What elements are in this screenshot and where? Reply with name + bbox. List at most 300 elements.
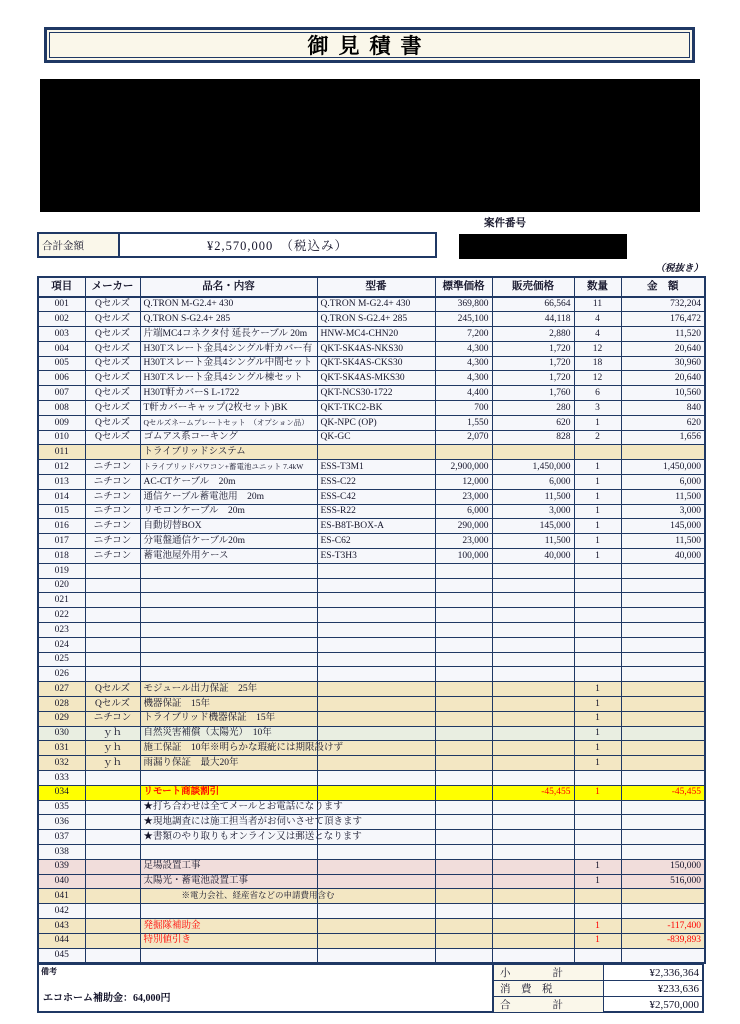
cell-name: トライブリッドパワコン+蓄電池ユニット 7.4kW <box>140 460 317 475</box>
remarks-label: 備考 <box>41 967 57 976</box>
cell-maker: ニチコン <box>85 534 140 549</box>
cell-name: H30Tスレート金具4シングル中間セット <box>140 356 317 371</box>
cell-qty: 1 <box>574 519 621 534</box>
cell-no: 038 <box>38 844 85 859</box>
table-row <box>38 859 705 874</box>
table-row <box>38 312 705 327</box>
cell-no: 022 <box>38 608 85 623</box>
cell-name: 自動切替BOX <box>140 519 317 534</box>
cell-std <box>435 933 492 948</box>
cell-maker <box>85 904 140 919</box>
cell-maker <box>85 933 140 948</box>
cell-std: 700 <box>435 401 492 416</box>
cell-name: 分電盤通信ケーブル20m <box>140 534 317 549</box>
cell-amount <box>621 800 705 815</box>
cell-model <box>317 874 435 889</box>
cell-model <box>317 904 435 919</box>
cell-std <box>435 904 492 919</box>
cell-maker: ニチコン <box>85 460 140 475</box>
cell-qty: 1 <box>574 697 621 712</box>
cell-maker: ｙｈ <box>85 726 140 741</box>
table-row <box>38 401 705 416</box>
table-row <box>38 756 705 771</box>
cell-name <box>140 623 317 638</box>
cell-no: 005 <box>38 356 85 371</box>
cell-model <box>317 918 435 933</box>
cell-sale <box>492 889 574 904</box>
cell-qty <box>574 889 621 904</box>
cell-name <box>140 771 317 786</box>
table-row <box>38 549 705 564</box>
cell-std: 100,000 <box>435 549 492 564</box>
cell-no: 036 <box>38 815 85 830</box>
cell-amount: 20,640 <box>621 341 705 356</box>
table-row <box>38 386 705 401</box>
cell-model: ESS-T3M1 <box>317 460 435 475</box>
cell-model <box>317 844 435 859</box>
cell-amount <box>621 844 705 859</box>
cell-no: 003 <box>38 327 85 342</box>
cell-name: モジュール出力保証 25年 <box>140 682 317 697</box>
cell-sale: 11,500 <box>492 489 574 504</box>
cell-model <box>317 771 435 786</box>
cell-amount: 6,000 <box>621 475 705 490</box>
cell-no: 010 <box>38 430 85 445</box>
cell-maker <box>85 667 140 682</box>
cell-name: ★現地調査には施工担当者がお伺いさせて頂きます <box>140 815 317 830</box>
cell-std <box>435 563 492 578</box>
table-row <box>38 445 705 460</box>
cell-std <box>435 918 492 933</box>
cell-name <box>140 608 317 623</box>
cell-qty <box>574 815 621 830</box>
cell-name: H30T軒カバーS L-1722 <box>140 386 317 401</box>
cell-model: Q.TRON M-G2.4+ 430 <box>317 297 435 312</box>
cell-std: 23,000 <box>435 489 492 504</box>
cell-amount <box>621 652 705 667</box>
remarks-box <box>39 965 494 1011</box>
cell-amount: 516,000 <box>621 874 705 889</box>
cell-amount <box>621 563 705 578</box>
cell-maker <box>85 445 140 460</box>
cell-no: 027 <box>38 682 85 697</box>
cell-sale <box>492 623 574 638</box>
cell-qty <box>574 800 621 815</box>
cell-amount <box>621 578 705 593</box>
cell-no: 028 <box>38 697 85 712</box>
cell-qty: 1 <box>574 918 621 933</box>
cell-std: 4,300 <box>435 356 492 371</box>
table-row <box>38 563 705 578</box>
table-row <box>38 785 705 800</box>
table-row <box>38 623 705 638</box>
cell-std <box>435 800 492 815</box>
cell-amount <box>621 682 705 697</box>
cell-sale <box>492 711 574 726</box>
cell-name <box>140 948 317 963</box>
cell-name: 通信ケーブル蓄電池用 20m <box>140 489 317 504</box>
header-maker: メーカー <box>85 277 140 297</box>
cell-no: 012 <box>38 460 85 475</box>
cell-qty: 1 <box>574 475 621 490</box>
cell-sale <box>492 815 574 830</box>
cell-name: Q.TRON S-G2.4+ 285 <box>140 312 317 327</box>
cell-sale <box>492 637 574 652</box>
cell-sale <box>492 578 574 593</box>
summary-section <box>37 963 704 1013</box>
cell-amount <box>621 948 705 963</box>
cell-std <box>435 445 492 460</box>
cell-amount <box>621 889 705 904</box>
cell-no: 009 <box>38 415 85 430</box>
cell-sale: 145,000 <box>492 519 574 534</box>
cell-std: 369,800 <box>435 297 492 312</box>
cell-no: 030 <box>38 726 85 741</box>
cell-std: 4,400 <box>435 386 492 401</box>
cell-std: 290,000 <box>435 519 492 534</box>
cell-maker <box>85 608 140 623</box>
cell-std <box>435 637 492 652</box>
cell-no: 025 <box>38 652 85 667</box>
table-row <box>38 771 705 786</box>
cell-qty: 12 <box>574 341 621 356</box>
cell-sale <box>492 697 574 712</box>
cell-no: 029 <box>38 711 85 726</box>
cell-amount <box>621 608 705 623</box>
cell-no: 044 <box>38 933 85 948</box>
cell-qty <box>574 667 621 682</box>
table-row <box>38 815 705 830</box>
table-row <box>38 534 705 549</box>
cell-qty <box>574 608 621 623</box>
subtotal-row <box>494 965 702 981</box>
cell-maker <box>85 785 140 800</box>
table-row <box>38 948 705 963</box>
cell-qty <box>574 445 621 460</box>
cell-qty: 11 <box>574 297 621 312</box>
table-row <box>38 578 705 593</box>
cell-std: 2,070 <box>435 430 492 445</box>
cell-name: ★打ち合わせは全てメールとお電話になります <box>140 800 317 815</box>
cell-amount <box>621 904 705 919</box>
cell-name: 特別値引き <box>140 933 317 948</box>
cell-model <box>317 697 435 712</box>
cell-model: QKT-SK4AS-MKS30 <box>317 371 435 386</box>
cell-sale <box>492 771 574 786</box>
cell-qty: 1 <box>574 874 621 889</box>
table-row <box>38 297 705 312</box>
cell-no: 017 <box>38 534 85 549</box>
cell-maker: Qセルズ <box>85 356 140 371</box>
cell-no: 040 <box>38 874 85 889</box>
table-row <box>38 430 705 445</box>
cell-std <box>435 830 492 845</box>
cell-amount: -839,893 <box>621 933 705 948</box>
cell-qty: 1 <box>574 756 621 771</box>
case-number-label: 案件番号 <box>484 218 526 229</box>
cell-sale <box>492 652 574 667</box>
cell-qty: 12 <box>574 371 621 386</box>
cell-sale: 11,500 <box>492 534 574 549</box>
cell-maker <box>85 800 140 815</box>
cell-std <box>435 711 492 726</box>
cell-maker <box>85 593 140 608</box>
cell-qty: 1 <box>574 504 621 519</box>
table-row <box>38 519 705 534</box>
cell-qty <box>574 593 621 608</box>
cell-amount <box>621 667 705 682</box>
cell-model: ES-T3H3 <box>317 549 435 564</box>
cell-amount <box>621 830 705 845</box>
cell-sale <box>492 726 574 741</box>
cell-maker <box>85 815 140 830</box>
cell-name: トライブリッドシステム <box>140 445 317 460</box>
cell-sale: -45,455 <box>492 785 574 800</box>
cell-qty <box>574 771 621 786</box>
cell-amount: 620 <box>621 415 705 430</box>
cell-model <box>317 711 435 726</box>
cell-name: Q.TRON M-G2.4+ 430 <box>140 297 317 312</box>
cell-amount <box>621 623 705 638</box>
cell-qty: 1 <box>574 711 621 726</box>
cell-name: ゴムアス系コーキング <box>140 430 317 445</box>
cell-sale: 1,720 <box>492 371 574 386</box>
cell-maker: Qセルズ <box>85 430 140 445</box>
cell-std <box>435 578 492 593</box>
cell-amount: 11,500 <box>621 489 705 504</box>
cell-sale: 3,000 <box>492 504 574 519</box>
cell-amount: 10,560 <box>621 386 705 401</box>
cell-maker <box>85 948 140 963</box>
cell-sale: 620 <box>492 415 574 430</box>
table-row <box>38 697 705 712</box>
cell-name: H30Tスレート金具4シングル軒カバー有 <box>140 341 317 356</box>
document-title-box <box>44 27 695 63</box>
cell-name: 片端MC4コネクタ付 延長ケーブル 20m <box>140 327 317 342</box>
cell-std <box>435 756 492 771</box>
total-amount-value: ¥2,570,000 （税込み） <box>206 239 348 253</box>
cell-maker: ｙｈ <box>85 741 140 756</box>
cell-qty <box>574 844 621 859</box>
table-row <box>38 667 705 682</box>
items-tbody <box>38 297 705 963</box>
cell-no: 019 <box>38 563 85 578</box>
cell-maker <box>85 563 140 578</box>
cell-maker <box>85 830 140 845</box>
cell-no: 018 <box>38 549 85 564</box>
tax-value: ¥233,636 <box>657 982 699 995</box>
cell-sale <box>492 904 574 919</box>
cell-no: 032 <box>38 756 85 771</box>
cell-no: 034 <box>38 785 85 800</box>
table-row <box>38 460 705 475</box>
cell-qty <box>574 830 621 845</box>
cell-model <box>317 563 435 578</box>
table-row <box>38 608 705 623</box>
items-table <box>37 276 706 964</box>
cell-amount: 11,520 <box>621 327 705 342</box>
cell-std: 2,900,000 <box>435 460 492 475</box>
cell-qty <box>574 904 621 919</box>
cell-maker: Qセルズ <box>85 312 140 327</box>
cell-name: リモート商談割引 <box>140 785 317 800</box>
cell-qty: 2 <box>574 430 621 445</box>
table-row <box>38 593 705 608</box>
cell-maker <box>85 859 140 874</box>
cell-no: 001 <box>38 297 85 312</box>
table-row <box>38 637 705 652</box>
cell-name <box>140 652 317 667</box>
table-row <box>38 741 705 756</box>
table-row <box>38 726 705 741</box>
cell-qty <box>574 652 621 667</box>
cell-model: ES-C62 <box>317 534 435 549</box>
total-amount-label: 合計金額 <box>39 234 120 256</box>
cell-maker <box>85 623 140 638</box>
cell-sale: 1,760 <box>492 386 574 401</box>
cell-qty: 4 <box>574 327 621 342</box>
table-row <box>38 889 705 904</box>
cell-amount: 1,450,000 <box>621 460 705 475</box>
cell-model <box>317 608 435 623</box>
cell-amount <box>621 726 705 741</box>
cell-std: 7,200 <box>435 327 492 342</box>
table-row <box>38 904 705 919</box>
cell-std <box>435 948 492 963</box>
table-header-row <box>38 277 705 297</box>
cell-qty <box>574 637 621 652</box>
cell-model: ES-B8T-BOX-A <box>317 519 435 534</box>
total-amount-box <box>37 232 437 258</box>
cell-maker: ニチコン <box>85 489 140 504</box>
cell-name <box>140 563 317 578</box>
header-item-no: 項目 <box>38 277 85 297</box>
cell-name: トライブリッド機器保証 15年 <box>140 711 317 726</box>
cell-model: QKT-SK4AS-CKS30 <box>317 356 435 371</box>
cell-amount: 732,204 <box>621 297 705 312</box>
cell-amount <box>621 741 705 756</box>
table-row <box>38 874 705 889</box>
cell-model <box>317 756 435 771</box>
cell-maker: ニチコン <box>85 519 140 534</box>
cell-name <box>140 904 317 919</box>
cell-no: 002 <box>38 312 85 327</box>
header-product-name: 品名・内容 <box>140 277 317 297</box>
cell-maker: Qセルズ <box>85 297 140 312</box>
header-amount: 金 額 <box>621 277 705 297</box>
cell-qty <box>574 563 621 578</box>
remarks-text: エコホーム補助金：64,000円 <box>43 993 171 1004</box>
cell-maker <box>85 889 140 904</box>
cell-maker: ニチコン <box>85 549 140 564</box>
cell-maker: Qセルズ <box>85 386 140 401</box>
cell-std <box>435 682 492 697</box>
table-row <box>38 371 705 386</box>
cell-maker: Qセルズ <box>85 415 140 430</box>
cell-std <box>435 697 492 712</box>
cell-name: 発掘隊補助金 <box>140 918 317 933</box>
tax-row <box>494 981 702 997</box>
cell-sale: 1,450,000 <box>492 460 574 475</box>
cell-no: 042 <box>38 904 85 919</box>
cell-std <box>435 741 492 756</box>
redacted-case-number <box>459 234 627 259</box>
cell-no: 013 <box>38 475 85 490</box>
cell-name: ★書類のやり取りもオンライン又は郵送となります <box>140 830 317 845</box>
cell-name: Qセルズネームプレートセット （オプション品） <box>140 415 317 430</box>
cell-maker <box>85 844 140 859</box>
cell-maker: Qセルズ <box>85 682 140 697</box>
cell-sale <box>492 593 574 608</box>
table-row <box>38 844 705 859</box>
cell-std <box>435 667 492 682</box>
cell-sale <box>492 830 574 845</box>
table-row <box>38 800 705 815</box>
cell-qty: 1 <box>574 933 621 948</box>
cell-name <box>140 593 317 608</box>
cell-no: 039 <box>38 859 85 874</box>
cell-sale: 1,720 <box>492 356 574 371</box>
cell-no: 045 <box>38 948 85 963</box>
cell-model <box>317 667 435 682</box>
totals-box <box>494 965 702 1011</box>
cell-maker <box>85 771 140 786</box>
table-row <box>38 489 705 504</box>
cell-no: 008 <box>38 401 85 416</box>
cell-amount <box>621 445 705 460</box>
cell-amount: -45,455 <box>621 785 705 800</box>
cell-qty: 18 <box>574 356 621 371</box>
table-row <box>38 711 705 726</box>
cell-amount: 30,960 <box>621 356 705 371</box>
cell-std <box>435 889 492 904</box>
table-row <box>38 415 705 430</box>
cell-std: 4,300 <box>435 371 492 386</box>
cell-maker <box>85 874 140 889</box>
cell-qty: 1 <box>574 460 621 475</box>
cell-name: リモコンケーブル 20m <box>140 504 317 519</box>
cell-std <box>435 726 492 741</box>
cell-sale: 66,564 <box>492 297 574 312</box>
cell-no: 043 <box>38 918 85 933</box>
table-row <box>38 682 705 697</box>
cell-amount <box>621 756 705 771</box>
cell-sale <box>492 874 574 889</box>
cell-maker <box>85 578 140 593</box>
cell-std: 6,000 <box>435 504 492 519</box>
cell-no: 021 <box>38 593 85 608</box>
cell-maker: ｙｈ <box>85 756 140 771</box>
cell-model: QKT-NCS30-1722 <box>317 386 435 401</box>
cell-amount: 11,500 <box>621 534 705 549</box>
cell-std: 23,000 <box>435 534 492 549</box>
cell-no: 020 <box>38 578 85 593</box>
cell-no: 011 <box>38 445 85 460</box>
cell-maker: Qセルズ <box>85 341 140 356</box>
cell-no: 024 <box>38 637 85 652</box>
table-row <box>38 341 705 356</box>
cell-no: 014 <box>38 489 85 504</box>
cell-name: 太陽光・蓄電池設置工事 <box>140 874 317 889</box>
cell-maker: Qセルズ <box>85 697 140 712</box>
cell-amount: 20,640 <box>621 371 705 386</box>
table-row <box>38 475 705 490</box>
cell-maker: Qセルズ <box>85 327 140 342</box>
header-standard-price: 標準価格 <box>435 277 492 297</box>
cell-sale: 1,720 <box>492 341 574 356</box>
cell-std: 1,550 <box>435 415 492 430</box>
cell-model: QK-GC <box>317 430 435 445</box>
